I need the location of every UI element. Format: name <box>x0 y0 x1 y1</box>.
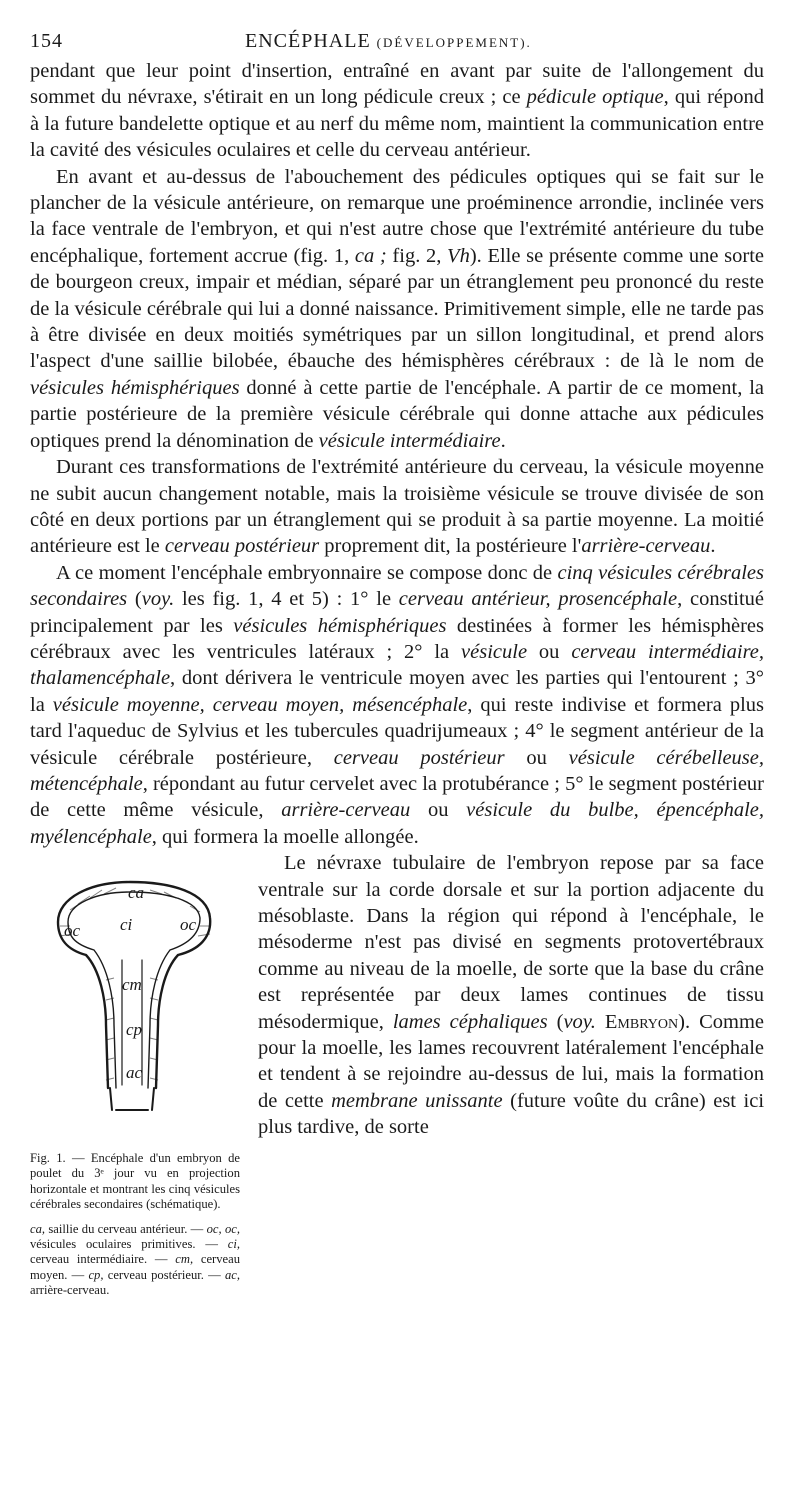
legend-text: cerveau postérieur. — <box>103 1267 225 1282</box>
text-run: En avant et au-dessus de l'abouchement des pédicules optiques qui se fait sur le plancher de la vésicule antérieure, on remarque une proéminence arrondie, inclinée vers la face ventrale de l'embryon, et qui n'est autre chose que l'extrémité antérieure du tube encéphalique, fortement accrue (fig. 1, <box>30 165 764 267</box>
text-run: pendant que leur point d'insertion, entraîné en avant par suite de l'allongement du sommet du névraxe, s'étirait en un long pédicule creux ; ce <box>30 60 764 109</box>
text-run: ou <box>504 746 569 769</box>
text-run: ( <box>127 588 142 611</box>
text-run: (future voûte du crâne) est ici plus tardive, de sorte <box>258 1089 765 1139</box>
italic-term: voy. <box>141 588 175 611</box>
page <box>30 28 764 1302</box>
legend-key: oc, oc, <box>206 1222 241 1236</box>
italic-term: membrane unissante <box>331 1089 503 1112</box>
legend-key: cp, <box>88 1267 104 1282</box>
caption-text: — Encéphale d'un embryon de poulet du 3ᵉ jour vu en projection horizontale et montrant les cinq vésicules cérébrales secondaires (schématique). <box>30 1151 240 1211</box>
running-title-main: ENCÉPHALE <box>245 30 371 52</box>
cross-reference: Embryon <box>604 1010 679 1033</box>
caudal-end <box>110 1088 154 1110</box>
legend-key: ac, <box>224 1267 240 1282</box>
label-oc-left: oc <box>64 921 81 941</box>
text-run: , dont dérivera le ventricule moyen avec les parties qui l'entourent ; 3° la <box>30 667 764 716</box>
italic-term: vésicule cérébelleuse, métencéphale <box>30 746 764 795</box>
text-run: A ce moment l'encéphale embryonnaire se compose donc de <box>56 561 558 584</box>
italic-term: Vh <box>447 244 470 267</box>
text-run: , qui reste indivise et formera plus tard l'aqueduc de Sylvius et les tubercules quadrijumeaux ; 4° le segment antérieur de la vésicule cérébrale postérieure, <box>30 693 764 769</box>
italic-term: lames céphaliques <box>392 1010 548 1033</box>
italic-term: arrière-cerveau <box>281 799 411 822</box>
text-run: , qui formera la moelle allongée. <box>151 825 419 848</box>
italic-term: voy. <box>563 1010 596 1033</box>
italic-term: cerveau antérieur, prosencéphale <box>398 588 678 611</box>
italic-term: vésicule intermédiaire <box>318 429 501 452</box>
label-oc-right: oc <box>180 915 197 935</box>
running-header <box>30 28 764 58</box>
text-run: . <box>500 429 506 452</box>
text-run: fig. 2, <box>386 244 448 267</box>
embryo-brain-drawing <box>30 860 240 1145</box>
text-run: ). Elle se présente comme une sorte de bourgeon creux, impair et médian, séparé par un étranglement peu prononcé du reste de la vésicule cérébrale qui lui a donné naissance. Primitivement simple, elle ne tarde pas à être divisée en deux moitiés symétriques par un sillon longitudinal, et prend alors l'aspect d'une saillie bilobée, ébauche des hémisphères cérébraux : de là le nom de <box>30 244 764 373</box>
text-run: ). Comme pour la moelle, les lames recouvrent latéralement l'encéphale et tendent à se rejoindre au-dessus de lui, mais la formation de cette <box>258 1010 764 1112</box>
text-run: donné à cette partie de l'encéphale. A partir de ce moment, la partie postérieure de la première vésicule cérébrale qui donne attache aux pédicules optiques prend la dénomination de <box>30 376 764 452</box>
paragraph-4-intro <box>30 560 764 850</box>
text-run: Durant ces transformations de l'extrémité antérieure du cerveau, la vésicule moyenne ne subit aucun changement notable, mais la troisième vésicule se trouve divisée de son côté en deux portions par un étranglement qui se produit à sa partie moyenne. La moitié antérieure est le <box>30 456 764 558</box>
page-number: 154 <box>30 30 63 52</box>
text-run: ou <box>410 799 467 822</box>
label-ac: ac <box>126 1063 143 1083</box>
paragraph-3 <box>30 454 764 560</box>
text-run: Le névraxe tubulaire de l'embryon repose par sa face ventrale sur la corde dorsale et sur la portion adjacente du mésoblaste. Dans la région qui répond à l'encéphale, le mésoderme n'est pas divisé en segments protovertébraux comme au niveau de la moelle, de sorte que la base du crâne est représentée par deux lames continues de tissu mésodermique, <box>258 852 764 1033</box>
paragraph-1 <box>30 58 764 164</box>
running-title-sub: (DÉVELOPPEMENT). <box>376 35 532 50</box>
legend-text: saillie du cerveau antérieur. — <box>45 1222 207 1236</box>
italic-term: cerveau postérieur <box>333 746 505 769</box>
text-run: ou <box>527 640 572 663</box>
legend-key: cm, <box>175 1252 194 1267</box>
text-run: , constitué principalement par les <box>30 588 764 637</box>
italic-term: ca ; <box>354 244 387 267</box>
italic-term: vésicule <box>461 640 528 663</box>
caption-fig-label: Fig. 1. <box>30 1151 66 1166</box>
italic-term: pédicule optique <box>526 86 664 109</box>
caption-main <box>30 1151 240 1212</box>
legend-text: vésicules oculaires primitives. — <box>30 1237 228 1252</box>
figure-1 <box>30 860 240 1298</box>
label-cp: cp <box>126 1020 143 1040</box>
text-run: les fig. 1, 4 et 5) : 1° le <box>174 588 399 611</box>
figure-caption <box>30 1151 240 1298</box>
legend-text: arrière-cerveau. <box>30 1282 110 1297</box>
text-run: ( <box>547 1010 564 1033</box>
label-ci: ci <box>120 915 133 935</box>
text-run <box>596 1011 605 1033</box>
legend-key: ca, <box>30 1222 46 1236</box>
text-run: , qui répond à la future bandelette optique et au nerf du même nom, maintient la communication entre la cavité des vésicules oculaires et celle du cerveau antérieur. <box>30 86 764 162</box>
running-title <box>245 30 532 53</box>
caption-legend <box>30 1222 240 1298</box>
text-run: , répondant au futur cervelet avec la protubérance ; 5° le segment postérieur de cette même vésicule, <box>30 772 764 822</box>
label-ca: ca <box>128 883 145 903</box>
text-run: . <box>710 535 716 558</box>
legend-key: ci, <box>227 1237 240 1252</box>
italic-term: cerveau postérieur <box>164 535 320 558</box>
italic-term: vésicules hémisphériques <box>30 376 240 399</box>
text-run: destinées à former les hémisphères cérébraux avec les ventricules latéraux ; 2° la <box>30 614 765 663</box>
legend-text: cerveau intermédiaire. — <box>30 1252 176 1267</box>
paragraph-2 <box>30 164 764 454</box>
italic-term: vésicule du bulbe, épencéphale, myélencéphale <box>30 799 765 848</box>
italic-term: vésicules hémisphériques <box>233 614 447 637</box>
legend-text: cerveau moyen. — <box>30 1252 241 1282</box>
text-run: proprement dit, la postérieure l' <box>319 535 582 558</box>
label-cm: cm <box>122 975 142 995</box>
italic-term: cinq vésicules cérébrales secondaires <box>30 561 765 611</box>
italic-term: arrière-cerveau <box>581 535 711 558</box>
italic-term: cerveau intermédiaire, thalamencéphale <box>30 640 765 690</box>
italic-term: vésicule moyenne, cerveau moyen, mésencéphale <box>52 693 468 716</box>
